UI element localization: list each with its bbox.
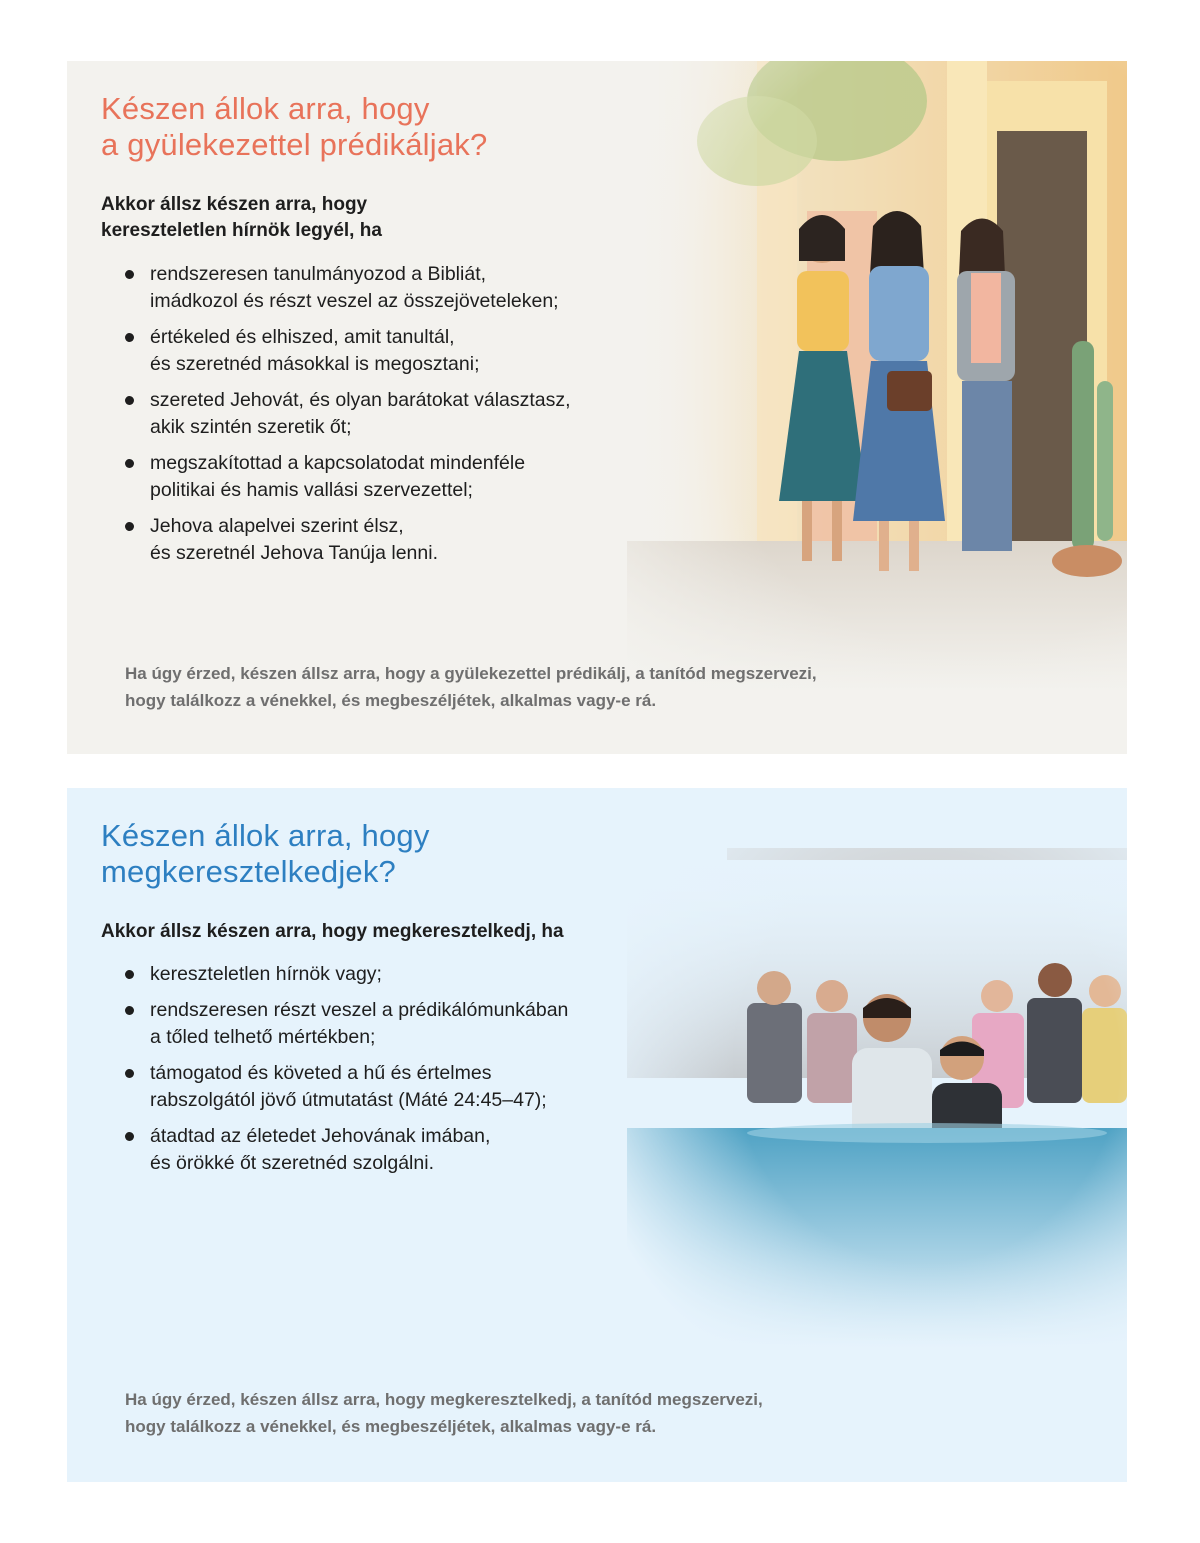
bullet-dot-icon (125, 522, 134, 531)
intro-line: Akkor állsz készen arra, hogy (101, 194, 368, 215)
footnote-text (125, 1386, 763, 1440)
list-item-line: a tőled telhető mértékben; (150, 1026, 376, 1048)
title-line: Készen állok arra, hogy (101, 91, 430, 126)
intro-line: kereszteletlen hírnök legyél, ha (101, 220, 382, 241)
baptism-pool-illustration (627, 828, 1127, 1348)
intro-text (101, 919, 564, 945)
bullet-dot-icon (125, 459, 134, 468)
list-item (125, 1060, 568, 1114)
list-item-line: kereszteletlen hírnök vagy; (150, 963, 382, 985)
bullet-dot-icon (125, 1069, 134, 1078)
bullet-dot-icon (125, 396, 134, 405)
list-item (125, 387, 571, 441)
list-item-line: politikai és hamis vallási szervezettel; (150, 479, 473, 501)
requirements-list (125, 961, 568, 1186)
doorstep-ministry-illustration (507, 61, 1127, 754)
list-item (125, 997, 568, 1051)
list-item (125, 1123, 568, 1177)
bullet-dot-icon (125, 970, 134, 979)
list-item-line: imádkozol és részt veszel az összejöveteleken; (150, 290, 559, 312)
note-line: Ha úgy érzed, készen állsz arra, hogy megkeresztelkedj, a tanítód megszervezi, (125, 1390, 763, 1409)
list-item-line: akik szintén szeretik őt; (150, 416, 352, 438)
preaching-readiness-panel (67, 61, 1127, 754)
bullet-dot-icon (125, 1132, 134, 1141)
list-item (125, 324, 571, 378)
title-line: a gyülekezettel prédikáljak? (101, 127, 488, 162)
note-line: hogy találkozz a vénekkel, és megbeszéljétek, alkalmas vagy-e rá. (125, 691, 657, 710)
bullet-dot-icon (125, 1006, 134, 1015)
bullet-dot-icon (125, 270, 134, 279)
note-line: hogy találkozz a vénekkel, és megbeszéljétek, alkalmas vagy-e rá. (125, 1417, 657, 1436)
intro-text (101, 192, 382, 244)
list-item-line: rabszolgától jövő útmutatást (Máté 24:45–47); (150, 1089, 547, 1111)
list-item-line: Jehova alapelvei szerint élsz, (150, 515, 404, 537)
list-item-line: rendszeresen részt veszel a prédikálómunkában (150, 999, 569, 1021)
requirements-list (125, 261, 571, 576)
list-item-line: és örökké őt szeretnéd szolgálni. (150, 1152, 434, 1174)
footnote-text (125, 660, 817, 714)
list-item-line: rendszeresen tanulmányozod a Bibliát, (150, 263, 487, 285)
list-item-line: és szeretnél Jehova Tanúja lenni. (150, 542, 438, 564)
title-line: Készen állok arra, hogy (101, 818, 430, 853)
list-item-line: támogatod és követed a hű és értelmes (150, 1062, 492, 1084)
baptism-readiness-panel (67, 788, 1127, 1482)
list-item-line: szereted Jehovát, és olyan barátokat választasz, (150, 389, 571, 411)
note-line: Ha úgy érzed, készen állsz arra, hogy a gyülekezettel prédikálj, a tanítód megszervezi, (125, 664, 817, 683)
list-item-line: értékeled és elhiszed, amit tanultál, (150, 326, 455, 348)
list-item (125, 450, 571, 504)
list-item-line: átadtad az életedet Jehovának imában, (150, 1125, 491, 1147)
list-item-line: és szeretnéd másokkal is megosztani; (150, 353, 480, 375)
title-line: megkeresztelkedjek? (101, 854, 397, 889)
intro-line: Akkor állsz készen arra, hogy megkeresztelkedj, ha (101, 921, 564, 942)
section-title (101, 818, 430, 890)
list-item-line: megszakítottad a kapcsolatodat mindenféle (150, 452, 526, 474)
list-item (125, 261, 571, 315)
list-item (125, 961, 568, 988)
bullet-dot-icon (125, 333, 134, 342)
list-item (125, 513, 571, 567)
section-title (101, 91, 487, 163)
